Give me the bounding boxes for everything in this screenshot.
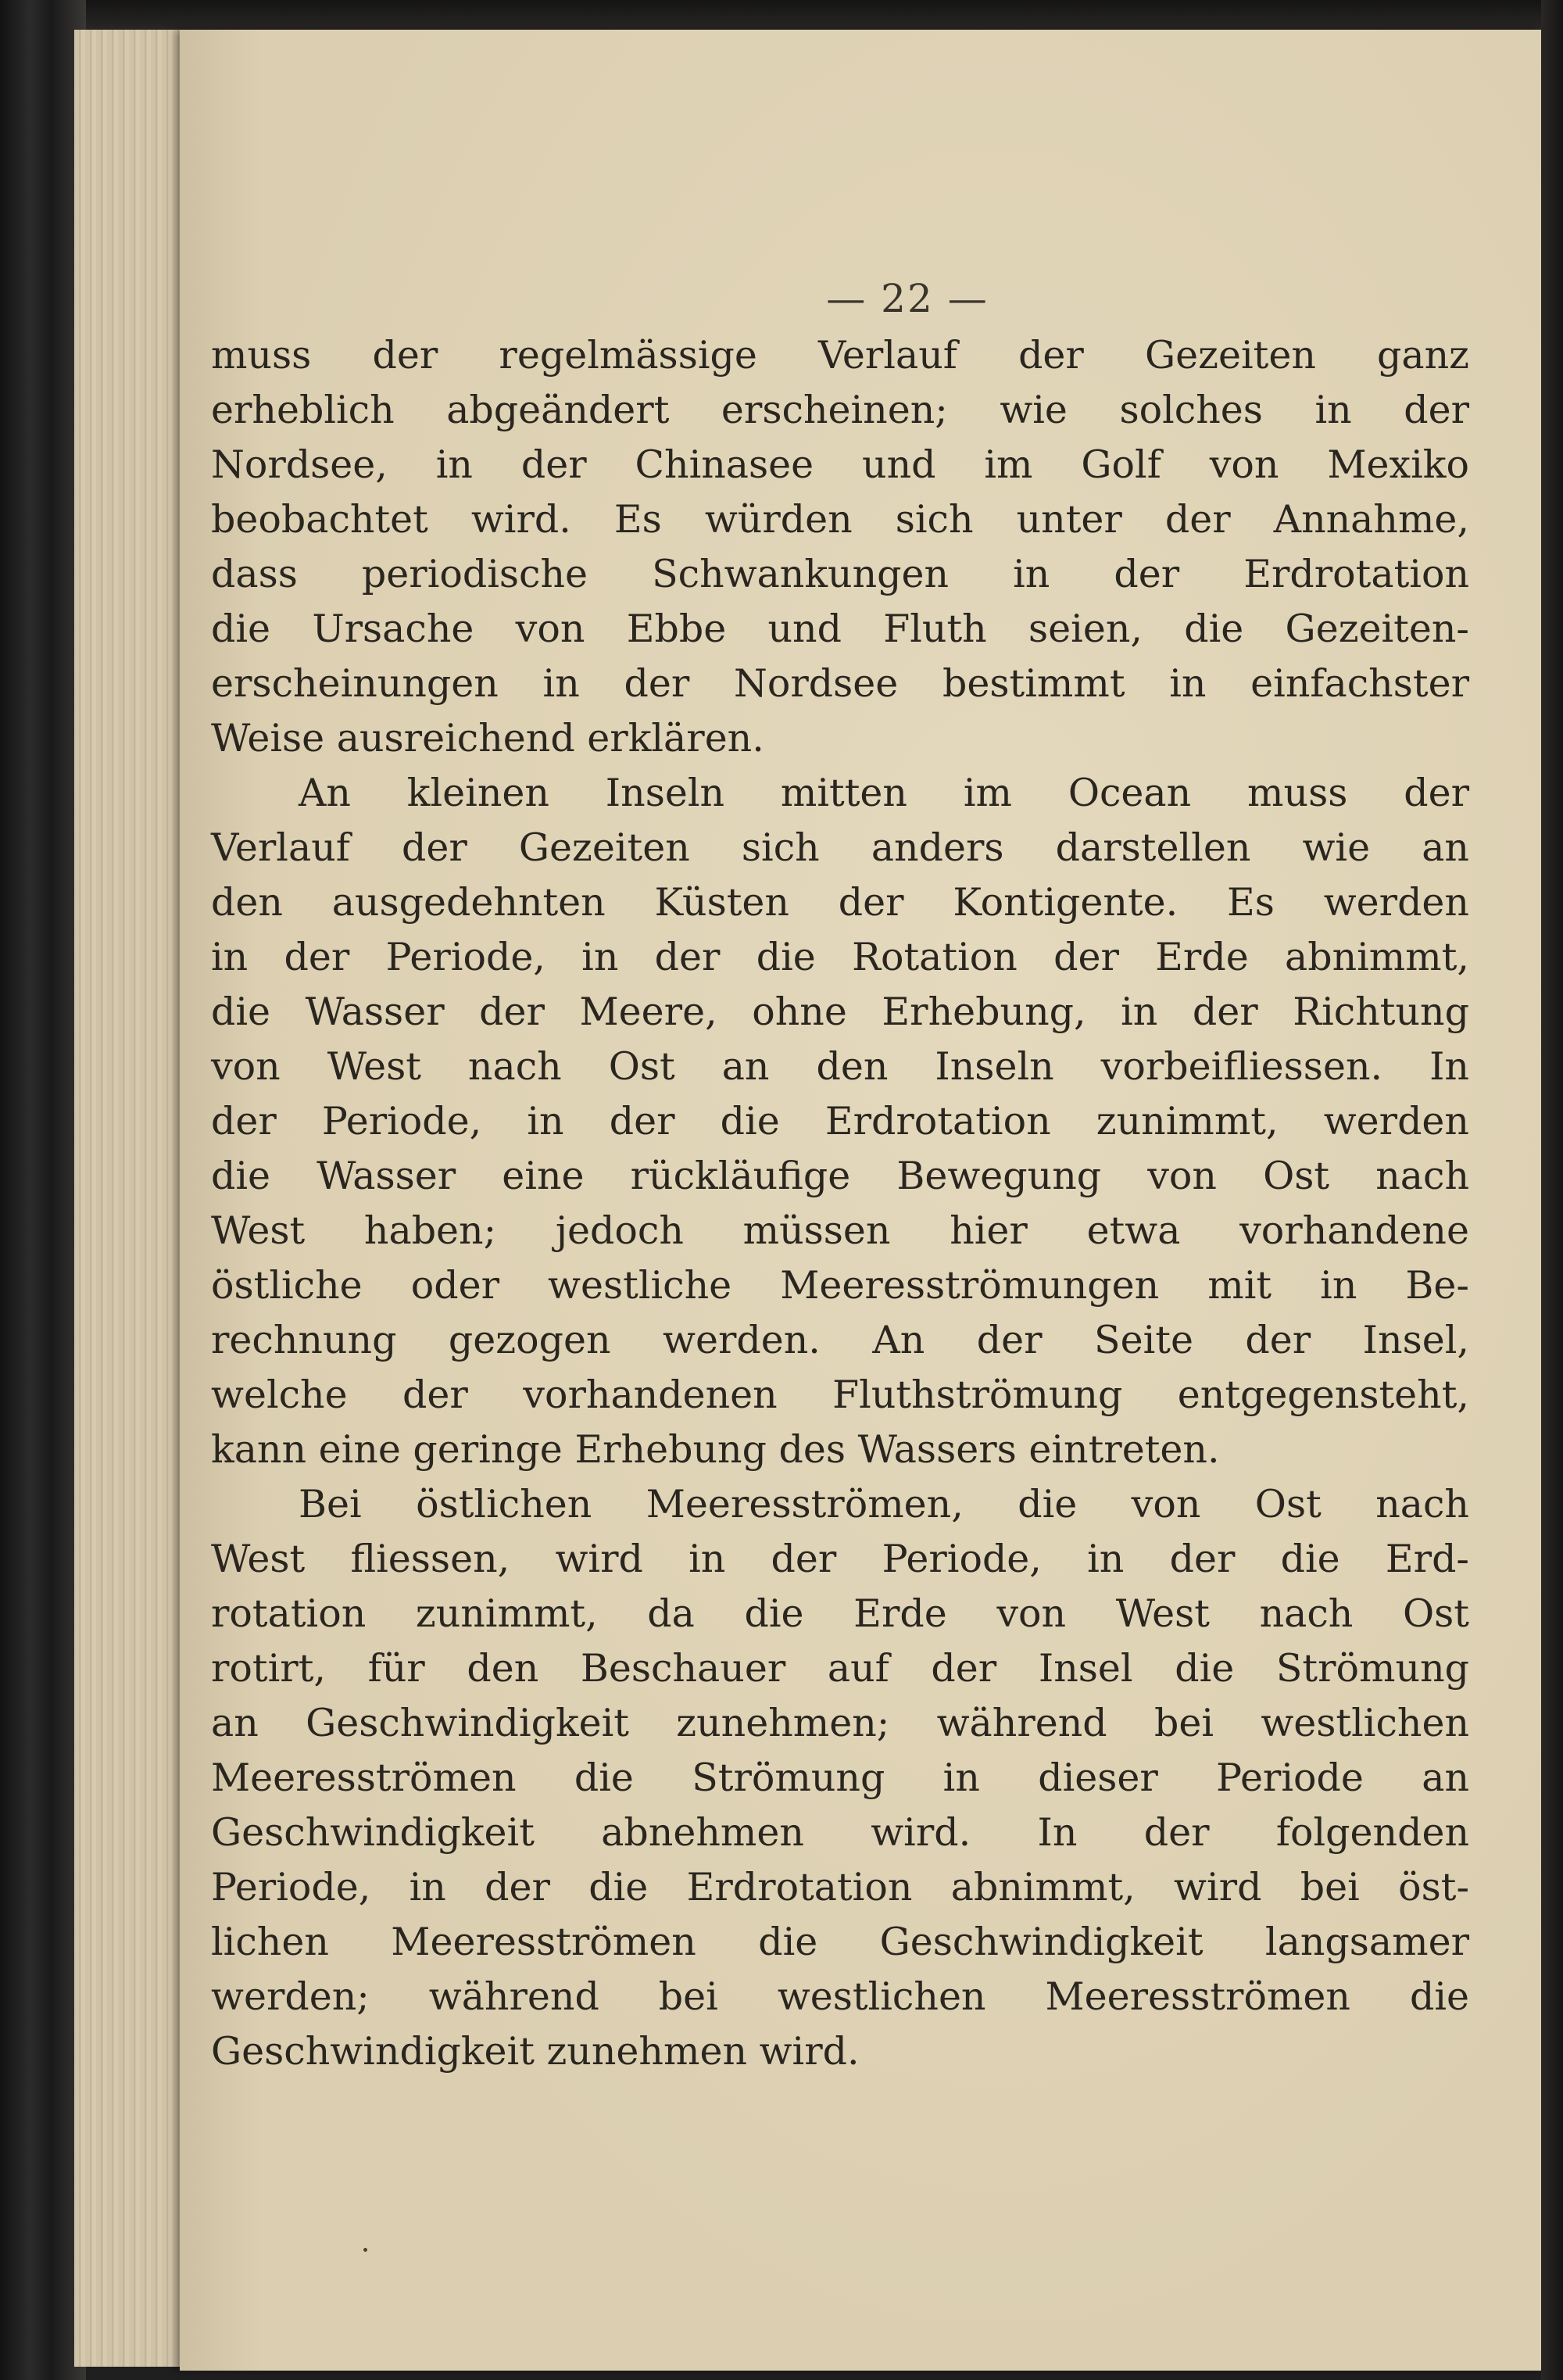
text-line: die Wasser eine rückläufige Bewegung von Ost nach xyxy=(211,1154,1469,1198)
text-line: beobachtet wird. Es würden sich unter der Annahme, xyxy=(211,497,1469,542)
text-line: östliche oder westliche Meeresströmungen mit in Be- xyxy=(211,1263,1469,1308)
paragraph-3 xyxy=(211,1477,1469,2079)
scan-top-edge xyxy=(0,0,1563,31)
text-line: die Wasser der Meere, ohne Erhebung, in der Richtung xyxy=(211,990,1469,1034)
text-line: die Ursache von Ebbe und Fluth seien, die Gezeiten- xyxy=(211,607,1469,651)
text-line: von West nach Ost an den Inseln vorbeifliessen. In xyxy=(211,1044,1469,1089)
text-line: West haben; jedoch müssen hier etwa vorhandene xyxy=(211,1208,1469,1253)
text-line: rotation zunimmt, da die Erde von West nach Ost xyxy=(211,1591,1469,1636)
text-line: rechnung gezogen werden. An der Seite der Insel, xyxy=(211,1318,1469,1362)
text-line: Verlauf der Gezeiten sich anders darstellen wie an xyxy=(211,825,1469,870)
text-line: an Geschwindigkeit zunehmen; während bei westlichen xyxy=(211,1701,1469,1745)
text-line: dass periodische Schwankungen in der Erdrotation xyxy=(211,552,1469,596)
text-line: An kleinen Inseln mitten im Ocean muss der xyxy=(299,771,1469,815)
text-line: Periode, in der die Erdrotation abnimmt, wird bei öst- xyxy=(211,1865,1469,1909)
text-line: Nordsee, in der Chinasee und im Golf von Mexiko xyxy=(211,442,1469,487)
page-number: — 22 — xyxy=(826,276,989,321)
paragraph-2 xyxy=(211,766,1469,1477)
text-line: erscheinungen in der Nordsee bestimmt in einfachster xyxy=(211,661,1469,706)
paragraph-1 xyxy=(211,328,1469,766)
text-line: der Periode, in der die Erdrotation zunimmt, werden xyxy=(211,1099,1469,1143)
text-line: rotirt, für den Beschauer auf der Insel die Strömung xyxy=(211,1646,1469,1691)
text-line: in der Periode, in der die Rotation der Erde abnimmt, xyxy=(211,935,1469,979)
text-line: Weise ausreichend erklären. xyxy=(211,716,764,761)
book-binding-right xyxy=(1541,0,1563,2380)
text-line: West fliessen, wird in der Periode, in der die Erd- xyxy=(211,1537,1469,1581)
book-binding-left xyxy=(0,0,86,2380)
text-line: Geschwindigkeit abnehmen wird. In der folgenden xyxy=(211,1810,1469,1855)
text-line: kann eine geringe Erhebung des Wassers eintreten. xyxy=(211,1427,1220,1472)
body-text xyxy=(211,328,1469,2079)
page-edges-stack xyxy=(74,30,184,2367)
text-line: lichen Meeresströmen die Geschwindigkeit langsamer xyxy=(211,1920,1469,1964)
text-line: erheblich abgeändert erscheinen; wie solches in der xyxy=(211,388,1469,432)
text-line: Meeresströmen die Strömung in dieser Periode an xyxy=(211,1755,1469,1800)
paper-speck xyxy=(363,2248,367,2252)
text-line: Geschwindigkeit zunehmen wird. xyxy=(211,2029,860,2074)
text-line: muss der regelmässige Verlauf der Gezeiten ganz xyxy=(211,333,1469,378)
text-line: Bei östlichen Meeresströmen, die von Ost nach xyxy=(299,1482,1469,1526)
text-line: den ausgedehnten Küsten der Kontigente. Es werden xyxy=(211,880,1469,925)
text-line: welche der vorhandenen Fluthströmung entgegensteht, xyxy=(211,1373,1469,1417)
text-line: werden; während bei westlichen Meeresströmen die xyxy=(211,1974,1469,2019)
